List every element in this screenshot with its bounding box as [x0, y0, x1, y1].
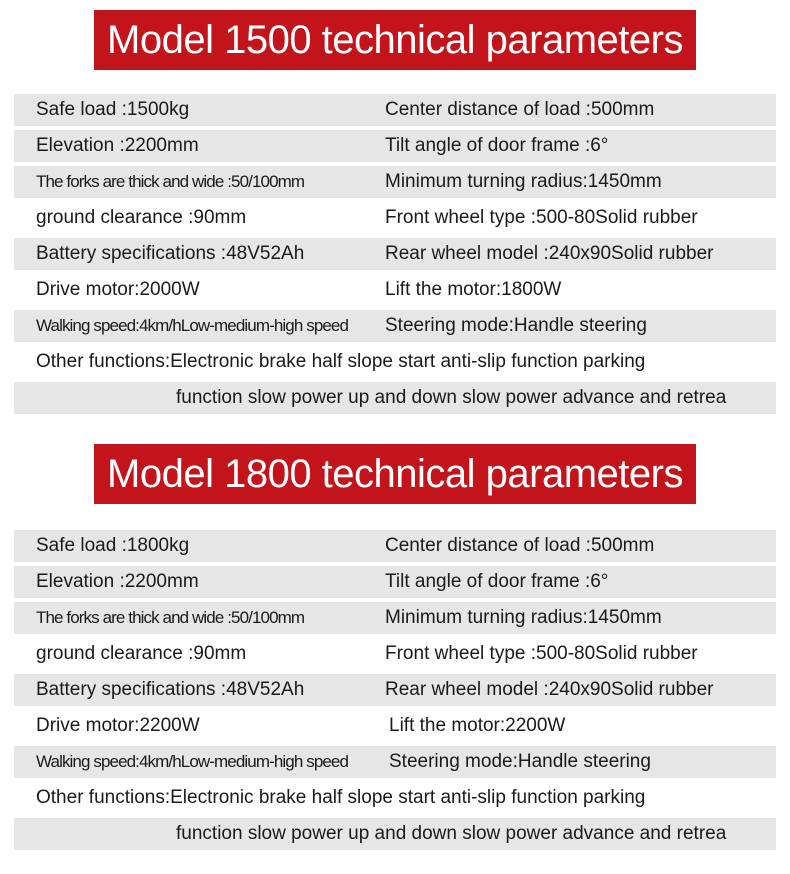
table-row	[14, 746, 776, 778]
spec-cell: Steering mode:Handle steering	[385, 315, 647, 336]
section-title-1800: Model 1800 technical parameters	[94, 444, 696, 504]
table-row	[14, 602, 776, 634]
table-row	[14, 130, 776, 162]
table-row	[14, 530, 776, 562]
spec-cell: Steering mode:Handle steering	[389, 751, 651, 772]
spec-cell: The forks are thick and wide :50/100mm	[36, 608, 305, 627]
spec-cell: Safe load :1500kg	[36, 99, 190, 120]
table-row	[14, 166, 776, 198]
table-row	[14, 346, 776, 378]
other-functions-line: Other functions:Electronic brake half slope start anti-slip function parking	[36, 351, 646, 372]
table-row	[14, 674, 776, 706]
spec-cell: Elevation :2200mm	[36, 571, 199, 592]
spec-cell: Walking speed:4km/hLow-medium-high speed	[36, 752, 349, 771]
spec-cell: Drive motor:2200W	[36, 715, 200, 736]
spec-cell: ground clearance :90mm	[36, 207, 247, 228]
spec-cell: Minimum turning radius:1450mm	[385, 607, 662, 628]
spec-cell: Rear wheel model :240x90Solid rubber	[385, 243, 714, 264]
spec-cell: Center distance of load :500mm	[385, 99, 655, 120]
spec-table-1500	[14, 94, 776, 418]
table-row	[14, 274, 776, 306]
table-row	[14, 566, 776, 598]
table-row	[14, 782, 776, 814]
other-functions-line: Other functions:Electronic brake half slope start anti-slip function parking	[36, 787, 646, 808]
spec-cell: Front wheel type :500-80Solid rubber	[385, 643, 698, 664]
spec-table-1800	[14, 530, 776, 854]
spec-cell: Center distance of load :500mm	[385, 535, 655, 556]
table-row	[14, 710, 776, 742]
section-title-1500: Model 1500 technical parameters	[94, 10, 696, 70]
table-row	[14, 238, 776, 270]
spec-cell: Safe load :1800kg	[36, 535, 190, 556]
spec-cell: Rear wheel model :240x90Solid rubber	[385, 679, 714, 700]
table-row	[14, 818, 776, 850]
table-row	[14, 382, 776, 414]
table-row	[14, 638, 776, 670]
spec-cell: ground clearance :90mm	[36, 643, 247, 664]
spec-cell: Battery specifications :48V52Ah	[36, 243, 305, 264]
table-row	[14, 94, 776, 126]
spec-cell: The forks are thick and wide :50/100mm	[36, 172, 305, 191]
other-functions-continuation: function slow power up and down slow power advance and retrea	[176, 823, 727, 844]
spec-cell: Lift the motor:2200W	[389, 715, 566, 736]
spec-cell: Battery specifications :48V52Ah	[36, 679, 305, 700]
spec-cell: Drive motor:2000W	[36, 279, 200, 300]
spec-cell: Elevation :2200mm	[36, 135, 199, 156]
spec-cell: Lift the motor:1800W	[385, 279, 562, 300]
table-row	[14, 310, 776, 342]
spec-cell: Minimum turning radius:1450mm	[385, 171, 662, 192]
spec-cell: Tilt angle of door frame :6°	[385, 571, 609, 592]
other-functions-continuation: function slow power up and down slow power advance and retrea	[176, 387, 727, 408]
spec-cell: Walking speed:4km/hLow-medium-high speed	[36, 316, 349, 335]
spec-cell: Front wheel type :500-80Solid rubber	[385, 207, 698, 228]
spec-cell: Tilt angle of door frame :6°	[385, 135, 609, 156]
table-row	[14, 202, 776, 234]
